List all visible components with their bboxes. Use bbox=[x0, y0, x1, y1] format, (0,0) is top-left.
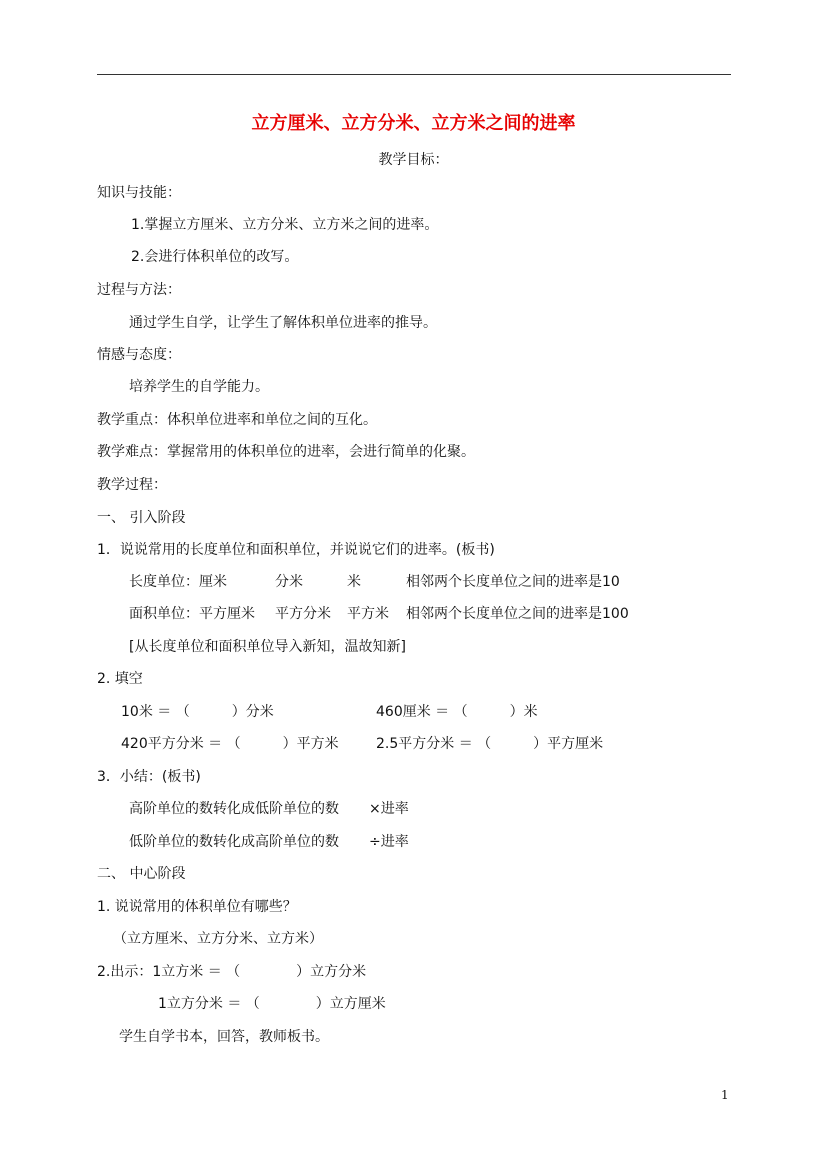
fill-blank-heading: 2. 填空 bbox=[97, 671, 143, 687]
length-unit-dm: 分米 bbox=[275, 574, 303, 590]
section-knowledge-skills: 知识与技能： bbox=[97, 185, 181, 201]
summary-1-text: 高阶单位的数转化成低阶单位的数 bbox=[129, 801, 339, 817]
area-rate-note: 相邻两个长度单位之间的进率是100 bbox=[406, 606, 629, 622]
teaching-key-points: 教学重点：体积单位进率和单位之间的互化。 bbox=[97, 412, 377, 428]
process-text: 通过学生自学，让学生了解体积单位进率的推导。 bbox=[129, 315, 437, 331]
header-rule bbox=[97, 74, 731, 75]
document-title: 立方厘米、立方分米、立方米之间的进率 bbox=[251, 113, 576, 134]
fill-blank-1b: 460厘米 ＝ （ ）米 bbox=[376, 704, 538, 720]
summary-2-text: 低阶单位的数转化成高阶单位的数 bbox=[129, 834, 339, 850]
emotion-text: 培养学生的自学能力。 bbox=[129, 379, 269, 395]
core-item-1-answer: （立方厘米、立方分米、立方米） bbox=[113, 931, 323, 947]
length-unit-m: 米 bbox=[347, 574, 361, 590]
area-unit-sq-dm: 平方分米 bbox=[275, 606, 331, 622]
area-units-label: 面积单位：平方厘米 bbox=[129, 606, 255, 622]
section-emotion-attitude: 情感与态度： bbox=[97, 347, 181, 363]
area-unit-sq-m: 平方米 bbox=[347, 606, 389, 622]
goal-item-2: 2.会进行体积单位的改写。 bbox=[131, 249, 299, 265]
teaching-difficulties: 教学难点：掌握常用的体积单位的进率，会进行简单的化聚。 bbox=[97, 444, 475, 460]
teaching-goals-heading: 教学目标： bbox=[378, 152, 449, 168]
core-item-1: 1. 说说常用的体积单位有哪些？ bbox=[97, 899, 297, 915]
length-units-label: 长度单位：厘米 bbox=[129, 574, 227, 590]
length-rate-note: 相邻两个长度单位之间的进率是10 bbox=[406, 574, 620, 590]
core-item-2: 2.出示：1立方米 ＝ （ ）立方分米 bbox=[97, 964, 367, 980]
stage-intro-heading: 一、 引入阶段 bbox=[97, 510, 186, 526]
teaching-process-heading: 教学过程： bbox=[97, 477, 167, 493]
summary-1-op: ×进率 bbox=[369, 801, 409, 817]
core-item-2b: 1立方分米 ＝ （ ）立方厘米 bbox=[158, 996, 386, 1012]
fill-blank-1a: 10米 ＝ （ ）分米 bbox=[121, 704, 274, 720]
goal-item-1: 1.掌握立方厘米、立方分米、立方米之间的进率。 bbox=[131, 217, 439, 233]
fill-blank-2a: 420平方分米 ＝ （ ）平方米 bbox=[121, 736, 339, 752]
page-number: 1 bbox=[721, 1088, 729, 1102]
core-activity-note: 学生自学书本，回答，教师板书。 bbox=[119, 1029, 329, 1045]
summary-2-op: ÷进率 bbox=[369, 834, 409, 850]
intro-bracket-note: [从长度单位和面积单位导入新知，温故知新] bbox=[129, 639, 406, 655]
summary-heading: 3．小结：(板书) bbox=[97, 769, 201, 785]
section-process-methods: 过程与方法： bbox=[97, 282, 181, 298]
fill-blank-2b: 2.5平方分米 ＝ （ ）平方厘米 bbox=[376, 736, 604, 752]
stage-core-heading: 二、 中心阶段 bbox=[97, 866, 186, 882]
intro-item-1: 1．说说常用的长度单位和面积单位，并说说它们的进率。(板书) bbox=[97, 542, 495, 558]
